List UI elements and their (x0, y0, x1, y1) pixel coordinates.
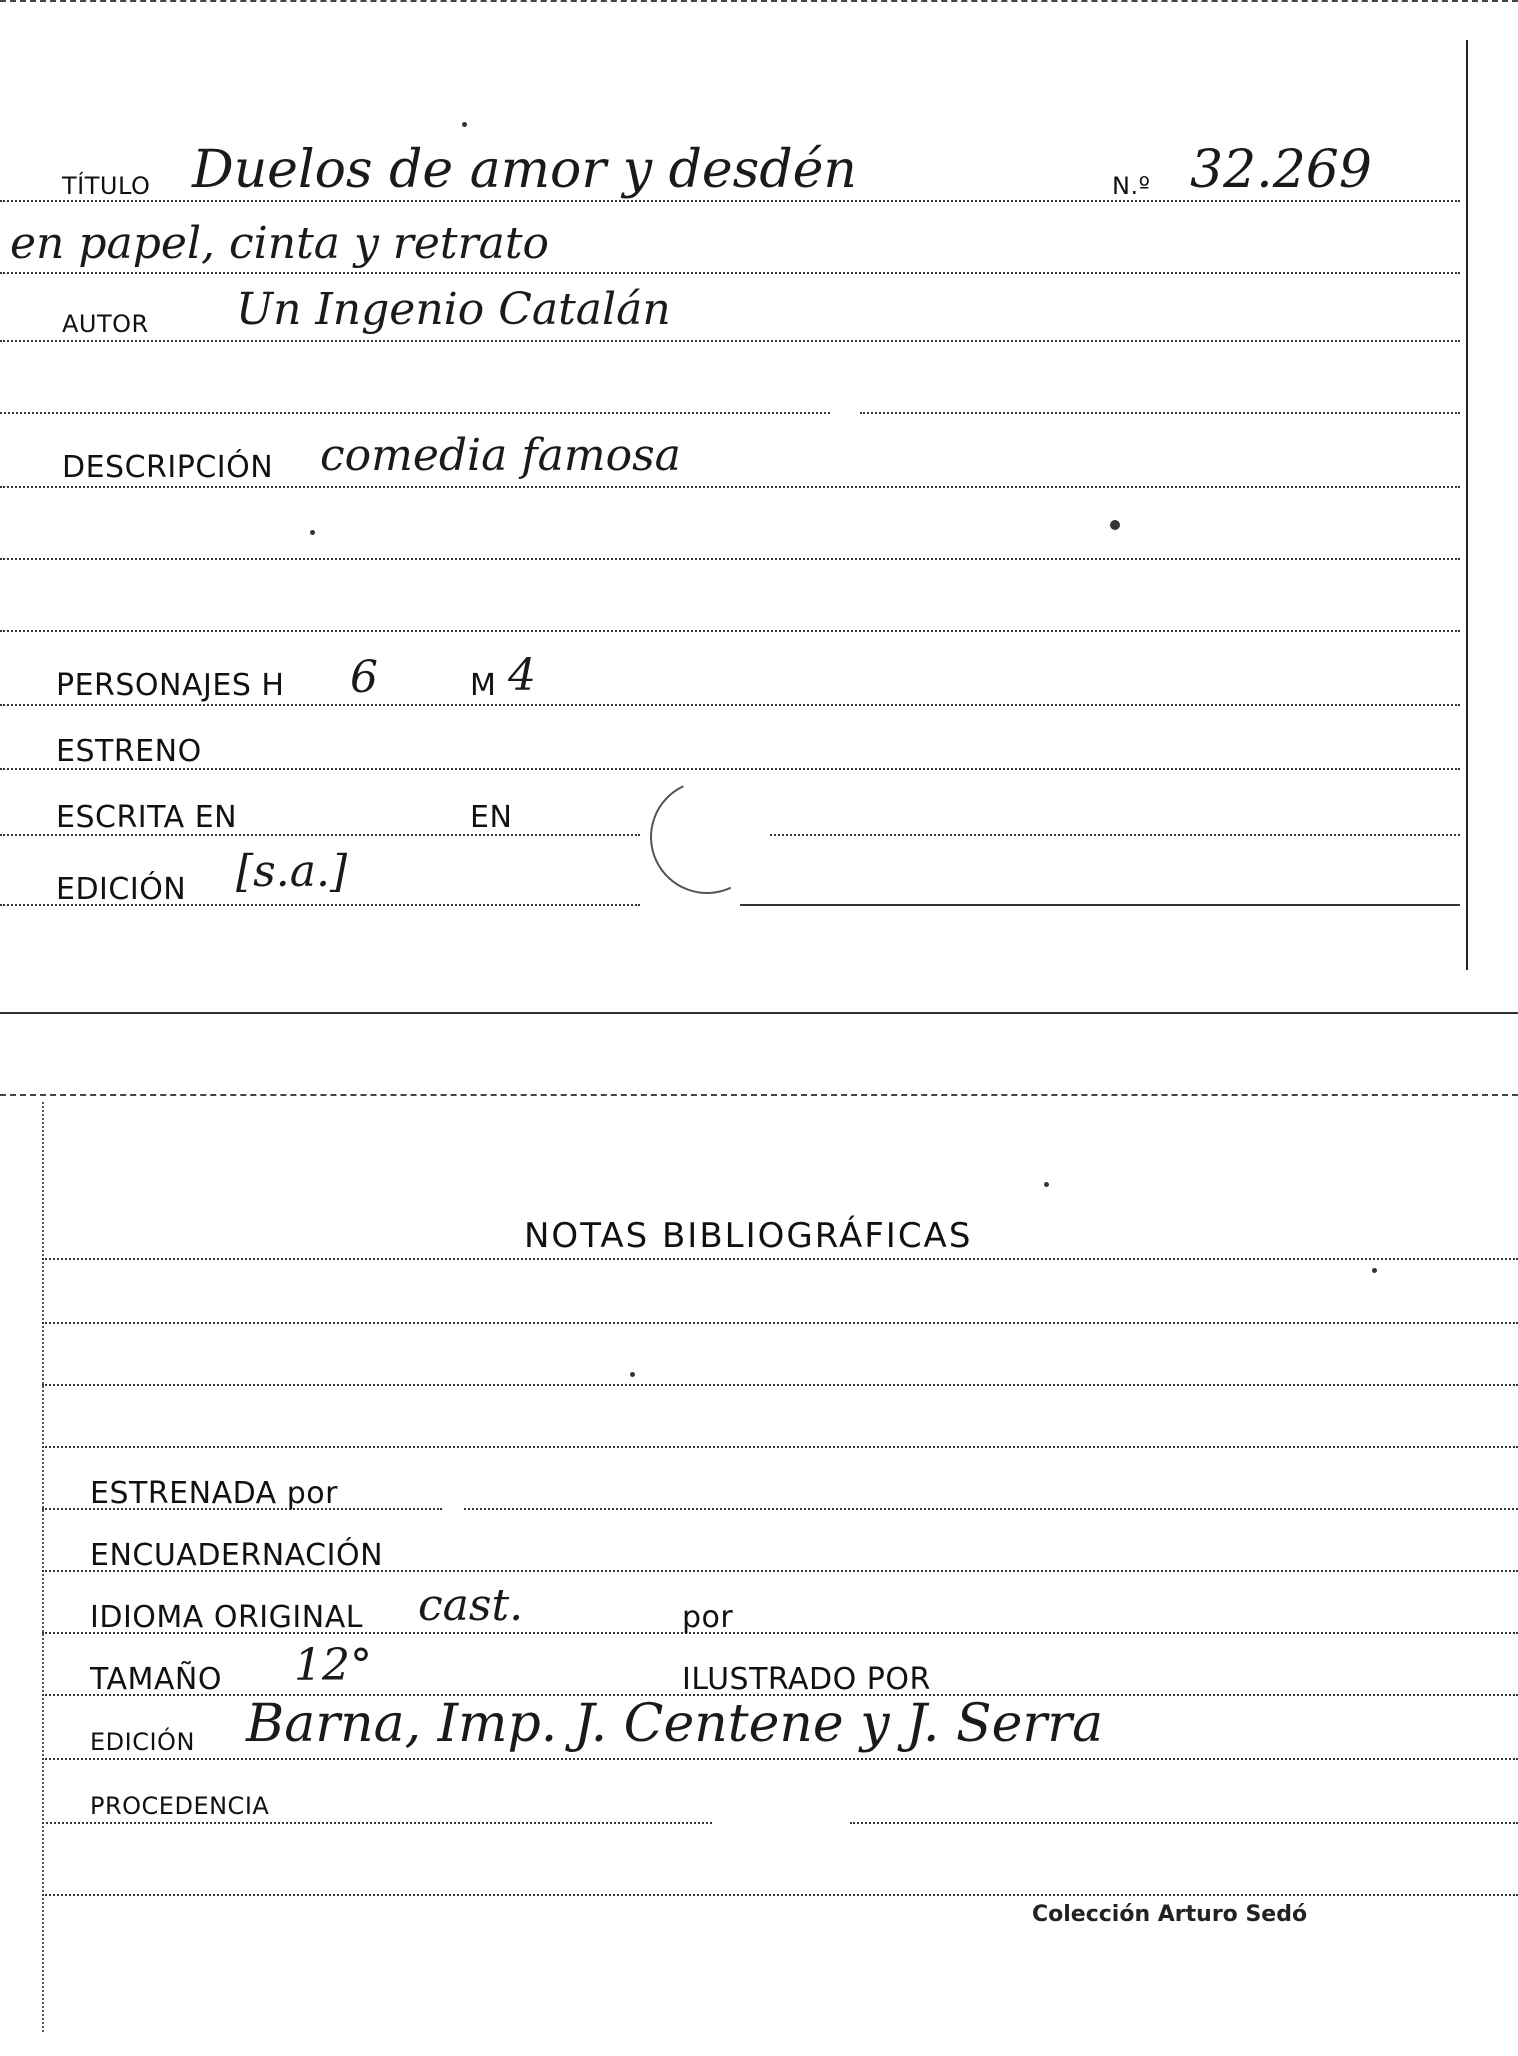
rule-titulo (0, 200, 1460, 202)
label-edicion-back: EDICIÓN (90, 1728, 195, 1756)
label-numero: N.º (1112, 172, 1151, 200)
rule-blank-1b (860, 412, 1460, 414)
value-personajes-m: 4 (508, 650, 536, 701)
catalog-card-back (0, 1082, 1518, 2056)
rule-notas-2 (42, 1322, 1518, 1324)
label-descripcion: DESCRIPCIÓN (62, 450, 274, 485)
card-top-edge (0, 1094, 1518, 1096)
rule-estrenada-b (464, 1508, 1518, 1510)
rule-autor (0, 340, 1460, 342)
label-personajes-h: PERSONAJES H (56, 668, 285, 703)
value-edicion: [s.a.] (236, 846, 348, 897)
speck (462, 122, 467, 127)
label-autor: AUTOR (62, 310, 149, 338)
rule-notas-1 (42, 1258, 1518, 1260)
label-procedencia: PROCEDENCIA (90, 1792, 270, 1820)
label-idioma-original: IDIOMA ORIGINAL (90, 1600, 363, 1635)
label-titulo: TÍTULO (62, 172, 151, 200)
label-idioma-por: por (682, 1600, 734, 1635)
label-personajes-m: M (470, 668, 497, 703)
rule-procedencia-b (850, 1822, 1518, 1824)
label-en: EN (470, 800, 513, 835)
speck (1044, 1182, 1049, 1187)
label-tamano: TAMAÑO (90, 1662, 222, 1697)
card-separator (0, 1012, 1518, 1014)
rule-personajes (0, 704, 1460, 706)
value-titulo-line2: en papel, cinta y retrato (10, 218, 549, 269)
rule-blank-2 (0, 558, 1460, 560)
card-right-edge (1466, 40, 1468, 970)
label-ilustrado-por: ILUSTRADO POR (682, 1662, 931, 1697)
rule-edicion-back (42, 1758, 1518, 1760)
collection-stamp: Colección Arturo Sedó (1032, 1902, 1308, 1927)
label-estreno: ESTRENO (56, 734, 202, 769)
card-top-edge (0, 0, 1518, 2)
speck (1110, 520, 1120, 530)
rule-estreno (0, 768, 1460, 770)
label-edicion: EDICIÓN (56, 872, 187, 907)
catalog-card-front (0, 0, 1518, 978)
rule-titulo-2 (0, 272, 1460, 274)
rule-blank-1a (0, 412, 830, 414)
rule-descripcion (0, 486, 1460, 488)
speck (1372, 1268, 1377, 1273)
value-titulo-line1: Duelos de amor y desdén (192, 140, 857, 200)
punch-hole-mark (634, 764, 780, 910)
speck (630, 1372, 635, 1377)
card-left-edge (42, 1102, 44, 2032)
value-edicion-back: Barna, Imp. J. Centene y J. Serra (246, 1694, 1104, 1754)
label-encuadernacion: ENCUADERNACIÓN (90, 1538, 384, 1573)
rule-notas-4 (42, 1446, 1518, 1448)
rule-bottom (42, 1894, 1518, 1896)
value-tamano: 12° (294, 1640, 372, 1691)
rule-procedencia-a (42, 1822, 712, 1824)
heading-notas: NOTAS BIBLIOGRÁFICAS (524, 1216, 973, 1256)
value-autor: Un Ingenio Catalán (236, 284, 671, 335)
rule-escrita-b (770, 834, 1460, 836)
label-estrenada-por: ESTRENADA por (90, 1476, 338, 1511)
value-numero: 32.269 (1190, 140, 1372, 200)
rule-notas-3 (42, 1384, 1518, 1386)
rule-edicion-b (740, 904, 1460, 906)
rule-blank-3 (0, 630, 1460, 632)
value-descripcion: comedia famosa (320, 430, 681, 481)
speck (310, 530, 315, 535)
value-personajes-h: 6 (350, 652, 378, 703)
value-idioma-original: cast. (418, 1580, 524, 1631)
label-escrita-en: ESCRITA EN (56, 800, 238, 835)
